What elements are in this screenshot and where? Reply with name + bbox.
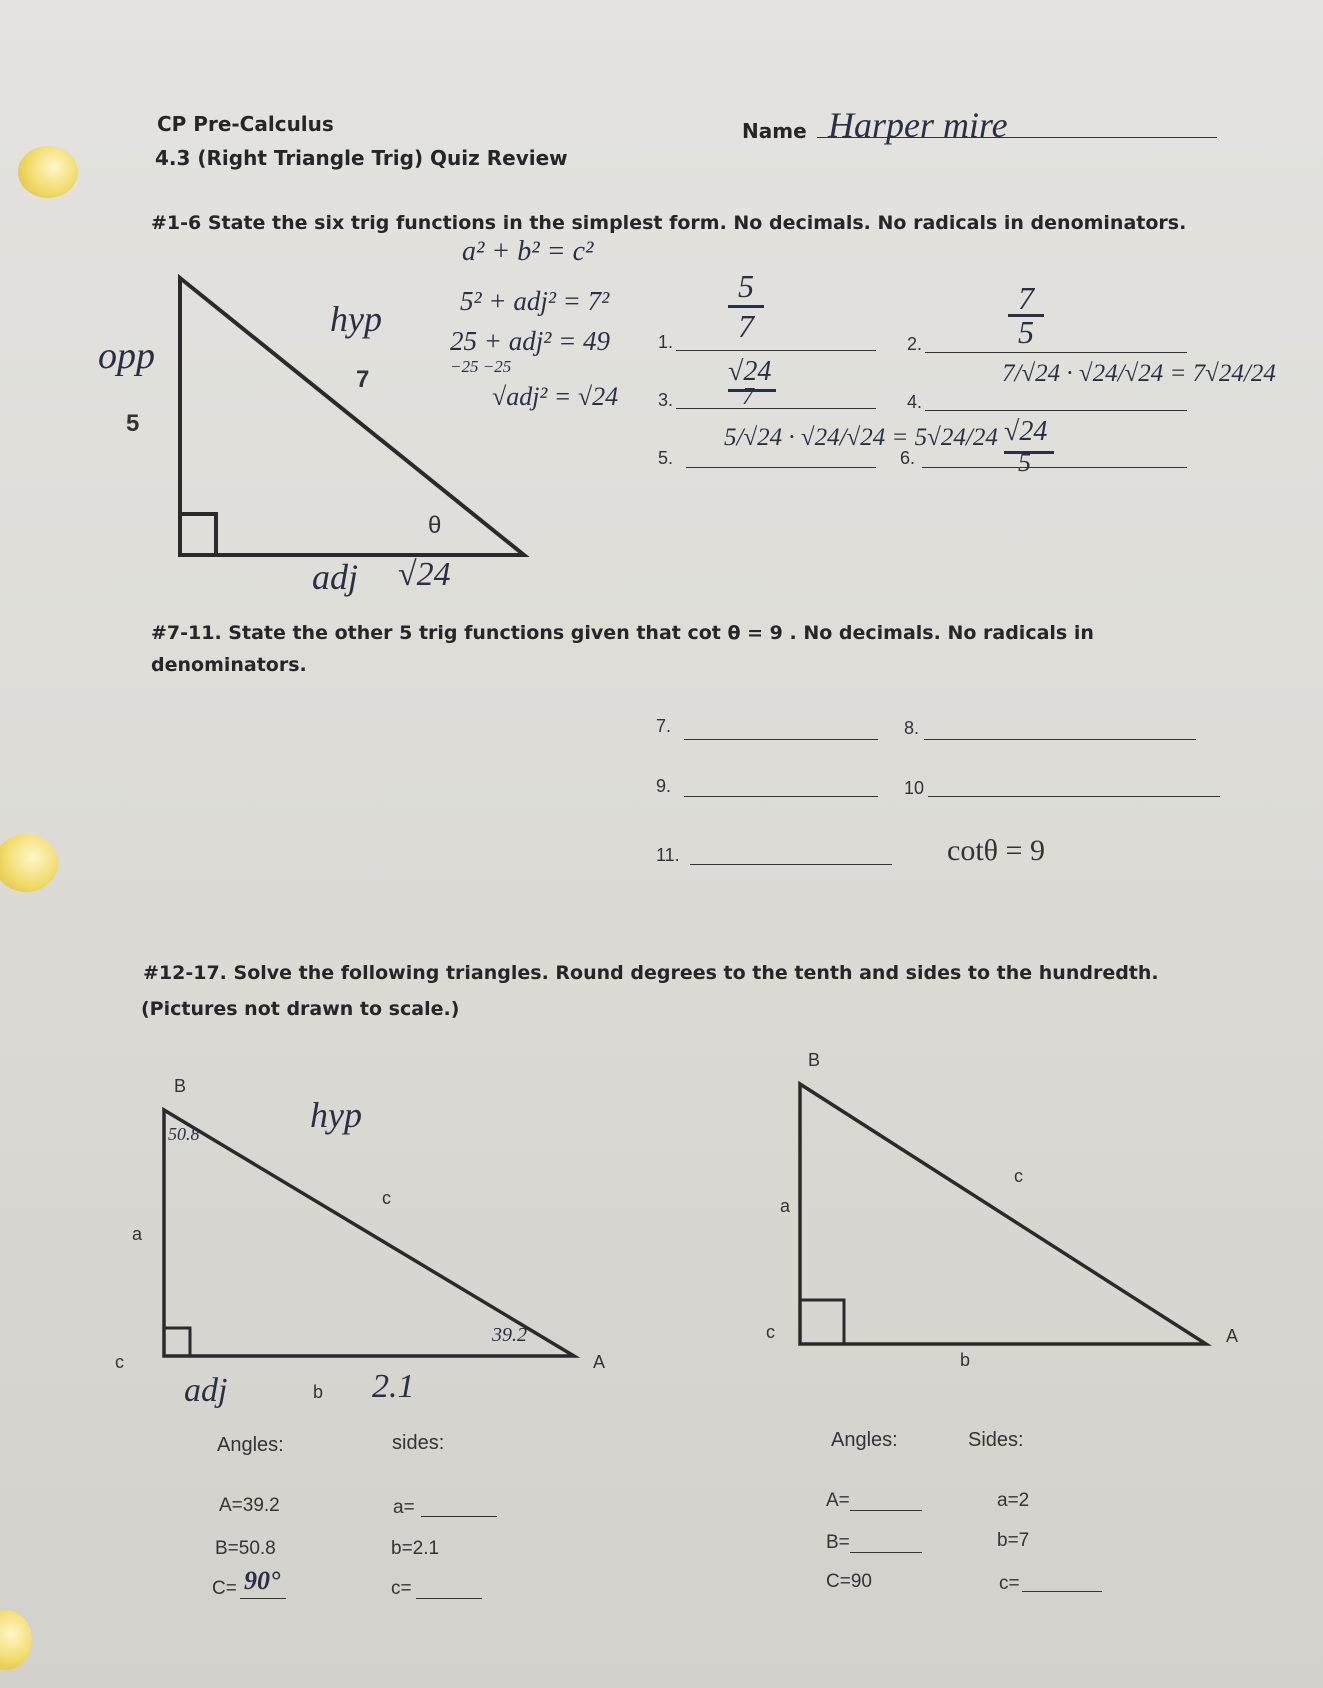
item-9-number: 9. [656,776,672,796]
right-side-b: b [960,1350,971,1370]
right-angle-C: C=90 [826,1571,872,1592]
left-hyp-note: hyp [310,1095,362,1135]
left-side-a-line [421,1516,497,1517]
left-adj-note: adj [184,1372,228,1409]
right-angles-header: Angles: [831,1429,898,1451]
right-vertex-A: A [1226,1326,1239,1346]
item-11-answer-line [690,864,892,865]
left-b-value-note: 2.1 [372,1368,415,1405]
left-vertex-A: A [593,1352,606,1372]
right-triangle [790,1074,1230,1364]
item-5-answer-line [686,467,876,468]
section2-instruction-line2: denominators. [151,654,307,676]
triangle1-hyp-value: 7 [356,366,370,393]
item-3-answer-top[interactable]: √24 [728,356,772,387]
work-line-2: 5² + adj² = 7² [460,286,610,316]
right-angle-B-line [850,1552,922,1553]
quiz-title: 4.3 (Right Triangle Trig) Quiz Review [155,146,568,170]
item-10-answer-line [928,796,1220,797]
left-sides-header: sides: [392,1432,445,1454]
right-side-a: a=2 [997,1490,1030,1511]
left-angle-A-note: 39.2 [492,1324,527,1346]
left-angles-header: Angles: [217,1434,284,1456]
triangle1-hyp-label: hyp [330,299,382,339]
item-8-answer-line [924,739,1196,740]
item-1-number: 1. [658,332,674,352]
item-4-number: 4. [907,392,923,412]
name-label: Name [742,119,807,143]
triangle1-adj-value: √24 [398,556,451,593]
right-side-c-line [1022,1591,1102,1592]
right-side-a: a [780,1196,791,1216]
right-angle-A: A= [826,1490,850,1511]
item-1-answer-line [676,350,876,351]
item-2-answer-top[interactable]: 7 [1018,280,1034,316]
triangle1-theta: θ [428,512,442,539]
item-10-number: 10 [904,778,925,798]
item-2-fraction-bar [1008,314,1044,317]
binder-hole-top [18,146,78,198]
left-side-a: a [132,1224,143,1244]
item-3-fraction-bar [728,389,776,392]
item-9-answer-line [684,796,878,797]
triangle1-opp-value: 5 [126,410,140,437]
item-2-number: 2. [907,334,923,354]
left-side-c-answer: c= [391,1578,412,1599]
section3-instruction-line1: #12-17. Solve the following triangles. Round degrees to the tenth and sides to the hundredth. [143,962,1159,984]
left-angle-C-label: C= [212,1578,237,1599]
item-11-number: 11. [656,845,680,865]
item-4-answer-work[interactable]: 7/√24 · √24/√24 = 7√24/24 [1002,360,1276,387]
given-cot-theta: cotθ = 9 [947,834,1045,867]
left-vertex-B: B [174,1076,187,1096]
left-angle-B[interactable]: B=50.8 [215,1538,276,1559]
left-side-c-line [416,1598,482,1599]
left-side-a-answer: a= [393,1497,415,1518]
right-side-c: c [1014,1166,1023,1186]
item-2-answer-bottom[interactable]: 5 [1018,314,1034,350]
item-7-answer-line [684,739,878,740]
work-line-4: −25 −25 [450,357,512,376]
work-line-3: 25 + adj² = 49 [450,326,611,356]
right-side-c-answer: c= [999,1573,1020,1594]
item-5-answer-work[interactable]: 5/√24 · √24/√24 = 5√24/24 [724,424,998,451]
item-6-answer-bottom[interactable]: 5 [1018,448,1031,477]
item-1-fraction-bar [728,305,764,308]
right-side-b: b=7 [997,1530,1030,1551]
item-3-answer-line [676,408,876,409]
right-angle-B: B= [826,1532,850,1553]
right-vertex-C: c [766,1322,775,1342]
left-angle-B-note: 50.8 [168,1124,200,1144]
binder-hole-middle [0,834,58,892]
left-side-b: b [313,1382,324,1402]
right-sides-header: Sides: [968,1429,1024,1451]
section1-instruction: #1-6 State the six trig functions in the simplest form. No decimals. No radicals in denominators. [151,212,1187,234]
item-6-answer-line [922,467,1187,468]
item-6-fraction-bar [1004,451,1054,454]
item-4-answer-line [925,410,1187,411]
item-6-number: 6. [900,448,916,468]
item-3-answer-bottom[interactable]: 7 [742,384,754,410]
work-line-5: √adj² = √24 [492,382,619,411]
work-line-1: a² + b² = c² [462,236,594,267]
right-angle-A-line [850,1510,922,1511]
right-vertex-B: B [808,1050,821,1070]
student-name[interactable]: Harper mire [828,105,1008,145]
section2-instruction-line1: #7-11. State the other 5 trig functions given that cot θ = 9 . No decimals. No radicals in [151,622,1094,644]
left-vertex-C: c [115,1352,124,1372]
left-side-c: c [382,1188,391,1208]
left-side-b-answer[interactable]: b=2.1 [391,1538,440,1559]
item-1-answer-bottom[interactable]: 7 [738,308,754,344]
left-angle-A[interactable]: A=39.2 [219,1495,280,1516]
item-3-number: 3. [658,390,674,410]
item-7-number: 7. [656,716,672,736]
item-5-number: 5. [658,448,674,468]
item-6-answer-top[interactable]: √24 [1004,416,1048,447]
triangle1-opp-label: opp [98,335,155,377]
item-1-answer-top[interactable]: 5 [738,268,754,304]
triangle1-adj-label: adj [312,557,359,597]
course-title: CP Pre-Calculus [157,112,334,136]
binder-hole-bottom [0,1610,32,1670]
left-angle-C-value[interactable]: 90° [244,1566,281,1595]
item-8-number: 8. [904,718,920,738]
item-2-answer-line [925,352,1187,353]
section3-instruction-line2: (Pictures not drawn to scale.) [141,998,460,1020]
left-angle-C-line [240,1598,286,1599]
